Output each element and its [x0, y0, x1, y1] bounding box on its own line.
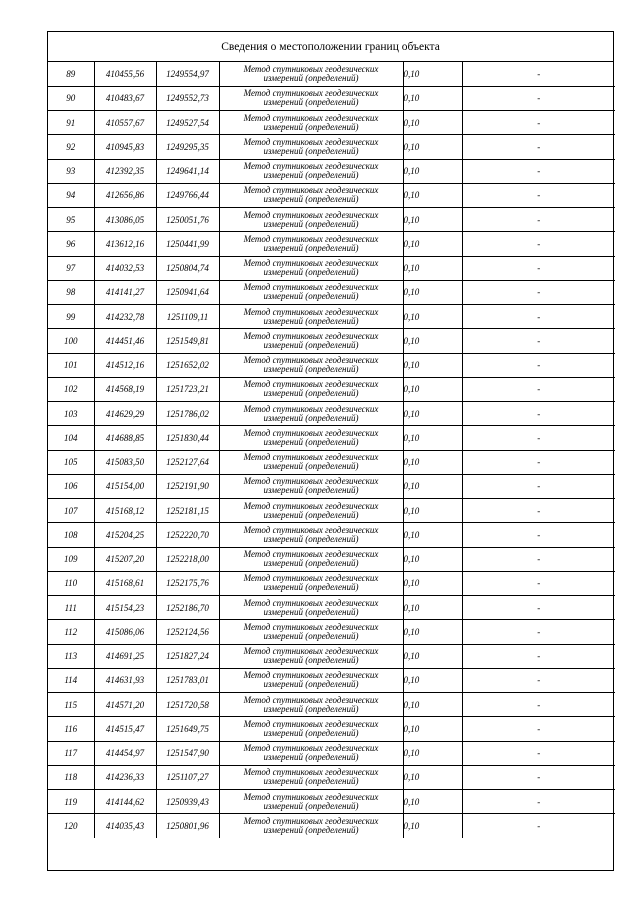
table-row — [48, 693, 615, 717]
method-line-1: Метод спутниковых геодезических — [243, 136, 379, 147]
table-row — [48, 111, 615, 135]
method-cell — [219, 256, 403, 280]
table-row — [48, 232, 615, 256]
method-cell — [219, 377, 403, 401]
accuracy-cell: 0,10 — [403, 717, 462, 741]
method-line-2: измерений (определений) — [263, 558, 359, 569]
table-row — [48, 62, 615, 86]
method-cell — [219, 450, 403, 474]
method-line-2: измерений (определений) — [263, 630, 359, 641]
accuracy-cell: 0,10 — [403, 426, 462, 450]
note-cell: - — [462, 86, 615, 110]
point-number-cell: 119 — [48, 790, 94, 814]
method-line-1: Метод спутниковых геодезических — [243, 330, 379, 341]
accuracy-cell: 0,10 — [403, 668, 462, 692]
point-number-cell: 92 — [48, 135, 94, 159]
y-coordinate-cell: 1252218,00 — [156, 547, 219, 571]
point-number-cell: 118 — [48, 765, 94, 789]
note-cell: - — [462, 402, 615, 426]
table-row — [48, 256, 615, 280]
method-line-1: Метод спутниковых геодезических — [243, 452, 379, 463]
method-cell — [219, 159, 403, 183]
note-cell: - — [462, 765, 615, 789]
method-line-1: Метод спутниковых геодезических — [243, 306, 379, 317]
x-coordinate-cell: 414631,93 — [94, 668, 156, 692]
point-number-cell: 114 — [48, 668, 94, 692]
method-cell — [219, 668, 403, 692]
method-line-2: измерений (определений) — [263, 72, 359, 83]
accuracy-cell: 0,10 — [403, 644, 462, 668]
method-cell — [219, 402, 403, 426]
point-number-cell: 91 — [48, 111, 94, 135]
accuracy-cell: 0,10 — [403, 329, 462, 353]
note-cell: - — [462, 450, 615, 474]
method-line-2: измерений (определений) — [263, 679, 359, 690]
note-cell: - — [462, 111, 615, 135]
method-line-2: измерений (определений) — [263, 97, 359, 108]
method-line-2: измерений (определений) — [263, 655, 359, 666]
point-number-cell: 96 — [48, 232, 94, 256]
method-line-1: Метод спутниковых геодезических — [243, 379, 379, 390]
table-row — [48, 353, 615, 377]
x-coordinate-cell: 414232,78 — [94, 305, 156, 329]
method-line-2: измерений (определений) — [263, 461, 359, 472]
point-number-cell: 115 — [48, 693, 94, 717]
x-coordinate-cell: 413086,05 — [94, 208, 156, 232]
point-number-cell: 112 — [48, 620, 94, 644]
x-coordinate-cell: 414236,33 — [94, 765, 156, 789]
method-line-2: измерений (определений) — [263, 582, 359, 593]
note-cell: - — [462, 62, 615, 86]
accuracy-cell: 0,10 — [403, 499, 462, 523]
point-number-cell: 101 — [48, 353, 94, 377]
x-coordinate-cell: 414515,47 — [94, 717, 156, 741]
table-row — [48, 765, 615, 789]
accuracy-cell: 0,10 — [403, 159, 462, 183]
y-coordinate-cell: 1252220,70 — [156, 523, 219, 547]
method-line-1: Метод спутниковых геодезических — [243, 112, 379, 123]
accuracy-cell: 0,10 — [403, 111, 462, 135]
method-cell — [219, 717, 403, 741]
method-line-2: измерений (определений) — [263, 291, 359, 302]
note-cell: - — [462, 790, 615, 814]
coordinates-table — [48, 62, 615, 838]
y-coordinate-cell: 1252124,56 — [156, 620, 219, 644]
method-line-1: Метод спутниковых геодезических — [243, 233, 379, 244]
x-coordinate-cell: 414568,19 — [94, 377, 156, 401]
method-line-1: Метод спутниковых геодезических — [243, 355, 379, 366]
method-cell — [219, 62, 403, 86]
method-line-2: измерений (определений) — [263, 194, 359, 205]
table-row — [48, 571, 615, 595]
method-line-1: Метод спутниковых геодезических — [243, 767, 379, 778]
method-line-1: Метод спутниковых геодезических — [243, 597, 379, 608]
method-line-1: Метод спутниковых геодезических — [243, 670, 379, 681]
y-coordinate-cell: 1250941,64 — [156, 280, 219, 304]
method-cell — [219, 305, 403, 329]
method-cell — [219, 765, 403, 789]
y-coordinate-cell: 1250441,99 — [156, 232, 219, 256]
table-row — [48, 814, 615, 838]
method-cell — [219, 571, 403, 595]
x-coordinate-cell: 410455,56 — [94, 62, 156, 86]
point-number-cell: 97 — [48, 256, 94, 280]
accuracy-cell: 0,10 — [403, 86, 462, 110]
y-coordinate-cell: 1251549,81 — [156, 329, 219, 353]
y-coordinate-cell: 1251783,01 — [156, 668, 219, 692]
method-line-2: измерений (определений) — [263, 121, 359, 132]
accuracy-cell: 0,10 — [403, 256, 462, 280]
point-number-cell: 109 — [48, 547, 94, 571]
method-line-2: измерений (определений) — [263, 825, 359, 836]
method-line-1: Метод спутниковых геодезических — [243, 524, 379, 535]
table-row — [48, 741, 615, 765]
method-line-2: измерений (определений) — [263, 800, 359, 811]
y-coordinate-cell: 1251649,75 — [156, 717, 219, 741]
table-row — [48, 329, 615, 353]
table-row — [48, 86, 615, 110]
accuracy-cell: 0,10 — [403, 280, 462, 304]
note-cell: - — [462, 499, 615, 523]
point-number-cell: 104 — [48, 426, 94, 450]
method-line-2: измерений (определений) — [263, 776, 359, 787]
y-coordinate-cell: 1251827,24 — [156, 644, 219, 668]
x-coordinate-cell: 415168,12 — [94, 499, 156, 523]
point-number-cell: 106 — [48, 474, 94, 498]
method-line-1: Метод спутниковых геодезических — [243, 500, 379, 511]
accuracy-cell: 0,10 — [403, 183, 462, 207]
method-line-1: Метод спутниковых геодезических — [243, 621, 379, 632]
x-coordinate-cell: 414512,16 — [94, 353, 156, 377]
method-cell — [219, 523, 403, 547]
accuracy-cell: 0,10 — [403, 353, 462, 377]
point-number-cell: 90 — [48, 86, 94, 110]
y-coordinate-cell: 1250051,76 — [156, 208, 219, 232]
table-row — [48, 450, 615, 474]
note-cell: - — [462, 717, 615, 741]
method-cell — [219, 790, 403, 814]
accuracy-cell: 0,10 — [403, 402, 462, 426]
x-coordinate-cell: 413612,16 — [94, 232, 156, 256]
y-coordinate-cell: 1251547,90 — [156, 741, 219, 765]
accuracy-cell: 0,10 — [403, 62, 462, 86]
y-coordinate-cell: 1249641,14 — [156, 159, 219, 183]
method-line-1: Метод спутниковых геодезических — [243, 427, 379, 438]
method-line-2: измерений (определений) — [263, 218, 359, 229]
table-title: Сведения о местоположении границ объекта — [48, 32, 613, 62]
x-coordinate-cell: 414691,25 — [94, 644, 156, 668]
method-line-1: Метод спутниковых геодезических — [243, 743, 379, 754]
method-line-2: измерений (определений) — [263, 339, 359, 350]
accuracy-cell: 0,10 — [403, 814, 462, 838]
method-line-2: измерений (определений) — [263, 170, 359, 181]
method-line-1: Метод спутниковых геодезических — [243, 549, 379, 560]
note-cell: - — [537, 821, 541, 832]
note-cell: - — [462, 474, 615, 498]
method-line-2: измерений (определений) — [263, 752, 359, 763]
method-cell — [219, 426, 403, 450]
method-line-2: измерений (определений) — [263, 388, 359, 399]
note-cell: - — [462, 571, 615, 595]
method-cell — [219, 329, 403, 353]
x-coordinate-cell: 412656,86 — [94, 183, 156, 207]
note-cell: - — [462, 693, 615, 717]
note-cell: - — [462, 135, 615, 159]
y-coordinate-cell: 1250801,96 — [156, 814, 219, 838]
method-line-1: Метод спутниковых геодезических — [243, 258, 379, 269]
note-cell: - — [462, 208, 615, 232]
method-line-1: Метод спутниковых геодезических — [243, 282, 379, 293]
accuracy-cell: 0,10 — [403, 765, 462, 789]
table-row — [48, 402, 615, 426]
table-row — [48, 474, 615, 498]
method-line-1: Метод спутниковых геодезических — [243, 403, 379, 414]
method-cell — [219, 499, 403, 523]
y-coordinate-cell: 1249527,54 — [156, 111, 219, 135]
y-coordinate-cell: 1251830,44 — [156, 426, 219, 450]
x-coordinate-cell: 415154,00 — [94, 474, 156, 498]
y-coordinate-cell: 1249552,73 — [156, 86, 219, 110]
point-number-cell: 105 — [48, 450, 94, 474]
table-row — [48, 208, 615, 232]
method-line-2: измерений (определений) — [263, 315, 359, 326]
note-cell: - — [462, 305, 615, 329]
point-number-cell: 93 — [48, 159, 94, 183]
method-cell — [219, 232, 403, 256]
note-cell: - — [462, 644, 615, 668]
accuracy-cell: 0,10 — [403, 208, 462, 232]
note-cell: - — [462, 620, 615, 644]
method-cell — [219, 353, 403, 377]
method-line-1: Метод спутниковых геодезических — [243, 718, 379, 729]
method-line-1: Метод спутниковых геодезических — [243, 646, 379, 657]
table-row — [48, 499, 615, 523]
coordinates-sheet — [47, 31, 614, 871]
accuracy-cell: 0,10 — [403, 232, 462, 256]
table-row — [48, 790, 615, 814]
method-line-2: измерений (определений) — [263, 727, 359, 738]
accuracy-cell: 0,10 — [403, 135, 462, 159]
note-cell: - — [462, 159, 615, 183]
method-line-1: Метод спутниковых геодезических — [243, 161, 379, 172]
table-row — [48, 280, 615, 304]
method-line-2: измерений (определений) — [263, 267, 359, 278]
point-number-cell: 111 — [48, 596, 94, 620]
accuracy-cell: 0,10 — [403, 474, 462, 498]
point-number-cell: 110 — [48, 571, 94, 595]
y-coordinate-cell: 1251720,58 — [156, 693, 219, 717]
note-cell: - — [462, 741, 615, 765]
y-coordinate-cell: 1251652,02 — [156, 353, 219, 377]
y-coordinate-cell: 1249295,35 — [156, 135, 219, 159]
point-number-cell: 102 — [48, 377, 94, 401]
accuracy-cell: 0,10 — [403, 377, 462, 401]
accuracy-cell: 0,10 — [403, 790, 462, 814]
accuracy-cell: 0,10 — [403, 523, 462, 547]
table-row — [48, 717, 615, 741]
x-coordinate-cell: 410483,67 — [94, 86, 156, 110]
method-line-2: измерений (определений) — [263, 533, 359, 544]
y-coordinate-cell: 1252181,15 — [156, 499, 219, 523]
y-coordinate-cell: 1250804,74 — [156, 256, 219, 280]
note-cell: - — [462, 353, 615, 377]
method-line-1: Метод спутниковых геодезических — [243, 476, 379, 487]
table-row — [48, 183, 615, 207]
x-coordinate-cell: 415207,20 — [94, 547, 156, 571]
table-row — [48, 305, 615, 329]
accuracy-cell: 0,10 — [403, 596, 462, 620]
note-cell: - — [462, 596, 615, 620]
method-line-1: Метод спутниковых геодезических — [243, 694, 379, 705]
point-number-cell: 113 — [48, 644, 94, 668]
x-coordinate-cell: 414144,62 — [94, 790, 156, 814]
note-cell: - — [462, 232, 615, 256]
point-number-cell: 103 — [48, 402, 94, 426]
x-coordinate-cell: 414035,43 — [94, 814, 156, 838]
method-cell — [219, 86, 403, 110]
note-cell: - — [462, 280, 615, 304]
method-cell — [219, 596, 403, 620]
table-row — [48, 159, 615, 183]
method-cell — [219, 814, 403, 838]
method-line-2: измерений (определений) — [263, 364, 359, 375]
point-number-cell: 99 — [48, 305, 94, 329]
note-cell: - — [462, 377, 615, 401]
point-number-cell: 94 — [48, 183, 94, 207]
x-coordinate-cell: 414141,27 — [94, 280, 156, 304]
y-coordinate-cell: 1252127,64 — [156, 450, 219, 474]
accuracy-cell: 0,10 — [403, 305, 462, 329]
method-cell — [219, 547, 403, 571]
method-line-2: измерений (определений) — [263, 242, 359, 253]
note-cell: - — [462, 256, 615, 280]
method-line-2: измерений (определений) — [263, 606, 359, 617]
accuracy-cell: 0,10 — [403, 620, 462, 644]
method-line-2: измерений (определений) — [263, 485, 359, 496]
x-coordinate-cell: 414451,46 — [94, 329, 156, 353]
coordinates-table-body — [48, 62, 615, 838]
method-cell — [219, 183, 403, 207]
point-number-cell: 95 — [48, 208, 94, 232]
accuracy-cell: 0,10 — [403, 450, 462, 474]
table-row — [48, 547, 615, 571]
x-coordinate-cell: 414629,29 — [94, 402, 156, 426]
y-coordinate-cell: 1252186,70 — [156, 596, 219, 620]
y-coordinate-cell: 1251786,02 — [156, 402, 219, 426]
method-cell — [219, 208, 403, 232]
x-coordinate-cell: 415168,61 — [94, 571, 156, 595]
method-line-2: измерений (определений) — [263, 703, 359, 714]
y-coordinate-cell: 1251109,11 — [156, 305, 219, 329]
point-number-cell: 89 — [48, 62, 94, 86]
x-coordinate-cell: 414571,20 — [94, 693, 156, 717]
x-coordinate-cell: 415204,25 — [94, 523, 156, 547]
table-row — [48, 523, 615, 547]
point-number-cell: 98 — [48, 280, 94, 304]
table-row — [48, 668, 615, 692]
y-coordinate-cell: 1252191,90 — [156, 474, 219, 498]
method-line-2: измерений (определений) — [263, 145, 359, 156]
table-row — [48, 620, 615, 644]
x-coordinate-cell: 415083,50 — [94, 450, 156, 474]
method-cell — [219, 135, 403, 159]
y-coordinate-cell: 1252175,76 — [156, 571, 219, 595]
x-coordinate-cell: 410557,67 — [94, 111, 156, 135]
method-cell — [219, 620, 403, 644]
method-line-2: измерений (определений) — [263, 436, 359, 447]
point-number-cell: 120 — [48, 814, 94, 838]
x-coordinate-cell: 414688,85 — [94, 426, 156, 450]
point-number-cell: 108 — [48, 523, 94, 547]
accuracy-cell: 0,10 — [403, 547, 462, 571]
method-cell — [219, 474, 403, 498]
x-coordinate-cell: 415086,06 — [94, 620, 156, 644]
note-cell: - — [462, 329, 615, 353]
accuracy-cell: 0,10 — [403, 741, 462, 765]
method-line-1: Метод спутниковых геодезических — [243, 791, 379, 802]
method-cell — [219, 280, 403, 304]
method-line-2: измерений (определений) — [263, 509, 359, 520]
table-row — [48, 644, 615, 668]
method-cell — [219, 741, 403, 765]
note-cell: - — [462, 547, 615, 571]
x-coordinate-cell: 414032,53 — [94, 256, 156, 280]
point-number-cell: 107 — [48, 499, 94, 523]
x-coordinate-cell: 412392,35 — [94, 159, 156, 183]
y-coordinate-cell: 1249766,44 — [156, 183, 219, 207]
x-coordinate-cell: 410945,83 — [94, 135, 156, 159]
point-number-cell: 117 — [48, 741, 94, 765]
method-line-1: Метод спутниковых геодезических — [243, 63, 379, 74]
y-coordinate-cell: 1250939,43 — [156, 790, 219, 814]
accuracy-cell: 0,10 — [403, 571, 462, 595]
table-row — [48, 135, 615, 159]
y-coordinate-cell: 1249554,97 — [156, 62, 219, 86]
table-row — [48, 426, 615, 450]
method-line-1: Метод спутниковых геодезических — [243, 209, 379, 220]
method-line-1: Метод спутниковых геодезических — [243, 185, 379, 196]
method-line-1: Метод спутниковых геодезических — [243, 816, 379, 827]
table-row — [48, 377, 615, 401]
method-cell — [219, 693, 403, 717]
point-number-cell: 100 — [48, 329, 94, 353]
x-coordinate-cell: 414454,97 — [94, 741, 156, 765]
method-cell — [219, 111, 403, 135]
y-coordinate-cell: 1251107,27 — [156, 765, 219, 789]
x-coordinate-cell: 415154,23 — [94, 596, 156, 620]
table-row — [48, 596, 615, 620]
method-line-1: Метод спутниковых геодезических — [243, 573, 379, 584]
note-cell: - — [462, 426, 615, 450]
accuracy-cell: 0,10 — [403, 693, 462, 717]
note-cell: - — [462, 668, 615, 692]
y-coordinate-cell: 1251723,21 — [156, 377, 219, 401]
method-cell — [219, 644, 403, 668]
note-cell: - — [462, 523, 615, 547]
method-line-1: Метод спутниковых геодезических — [243, 88, 379, 99]
note-cell: - — [462, 183, 615, 207]
point-number-cell: 116 — [48, 717, 94, 741]
method-line-2: измерений (определений) — [263, 412, 359, 423]
